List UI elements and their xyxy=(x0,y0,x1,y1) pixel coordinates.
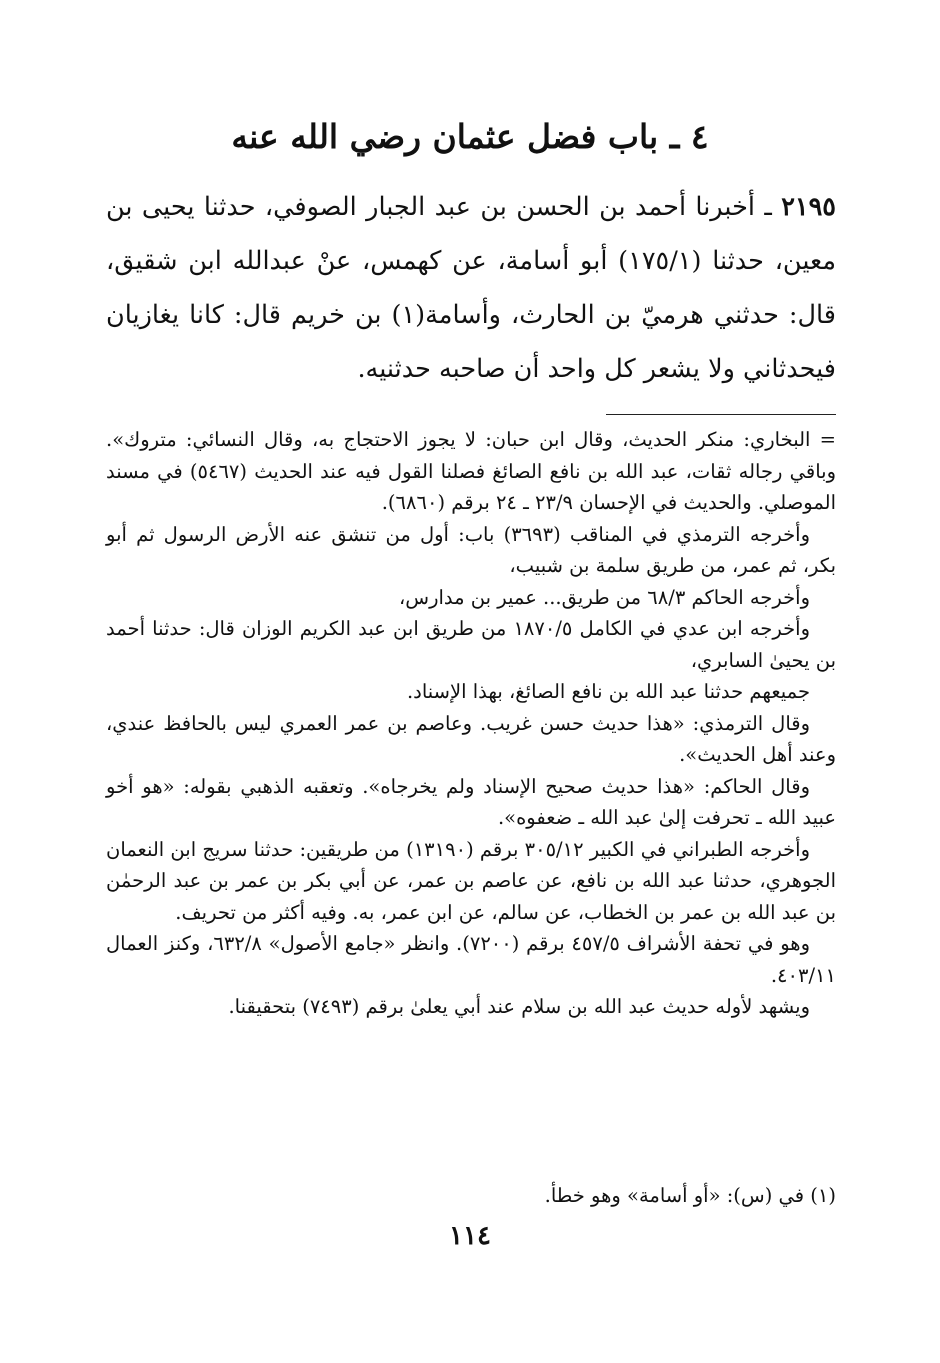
hadith-number: ٢١٩٥ xyxy=(781,192,836,222)
hadith-text: ـ أخبرنا أحمد بن الحسن بن عبد الجبار الصوفي، حدثنا يحيى بن معين، حدثنا (١٧٥/١) أبو أسامة، عن كهمس، عنْ عبدالله ابن شقيق، قال: حدثني هرميّ بن الحارث، وأسامة(١) بن خريم قال: كانا يغازيان فيحدثاني ولا يشعر كل واحد أن صاحبه حدثنيه. xyxy=(106,192,836,384)
note-line: وأخرجه الحاكم ٦٨/٣ من طريق... عمير بن مدارس، xyxy=(399,585,810,609)
hadith-text-block xyxy=(106,180,836,396)
note-line: جميعهم حدثنا عبد الله بن نافع الصائغ، بهذا الإسناد. xyxy=(406,680,810,703)
note-line: = البخاري: منكر الحديث، وقال ابن حبان: لا يجوز الاحتجاج به، وقال النسائي: متروك». وباقي رجاله ثقات، عبد الله بن نافع الصائغ فصلنا القول فيه عند الحديث (٥٤٦٧) في مسند الموصلي. والحديث في الإحسان ٢٣/٩ ـ ٢٤ برقم (٦٨٦٠). xyxy=(106,428,836,514)
note-line: وأخرجه الطبراني في الكبير ٣٠٥/١٢ برقم (١٣١٩٠) من طريقين: حدثنا سريج ابن النعمان الجوهري، حدثنا عبد الله بن نافع، عن عاصم بن عمر، عن أبي بكر بن عمر بن عبد الرحمٰن بن عبد الله بن عمر بن الخطاب، عن سالم، عن ابن عمر، به. وفيه أكثر من تحريف. xyxy=(106,837,836,924)
page-number: ١١٤ xyxy=(449,1221,491,1251)
note-line: وقال الترمذي: «هذا حديث حسن غريب. وعاصم بن عمر العمري ليس بالحافظ عندي، وعند أهل الحديث». xyxy=(106,711,836,766)
note-line: وهو في تحفة الأشراف ٤٥٧/٥ برقم (٧٢٠٠). وانظر «جامع الأصول» ٦٣٢/٨، وكنز العمال ٤٠٣/١١. xyxy=(106,932,836,987)
footnote: (١) في (س): «أو أسامة» وهو خطأ. xyxy=(544,1184,836,1207)
footnote-separator xyxy=(606,414,836,415)
chapter-heading: ٤ ـ باب فضل عثمان رضي الله عنه xyxy=(231,117,709,156)
note-line: وأخرجه ابن عدي في الكامل ١٨٧٠/٥ من طريق ابن عبد الكريم الوزان قال: حدثنا أحمد بن يحيىٰ السابري، xyxy=(106,617,836,672)
notes-block xyxy=(106,424,836,1023)
note-line: وقال الحاكم: «هذا حديث صحيح الإسناد ولم يخرجاه». وتعقبه الذهبي بقوله: «هو أخو عبيد الله ـ تحرفت إلىٰ عبد الله ـ ضعفوه». xyxy=(106,774,836,829)
note-line: ويشهد لأوله حديث عبد الله بن سلام عند أبي يعلىٰ برقم (٧٤٩٣) بتحقيقنا. xyxy=(228,995,810,1018)
note-line: وأخرجه الترمذي في المناقب (٣٦٩٣) باب: أول من تنشق عنه الأرض الرسول ثم أبو بكر، ثم عمر، من طريق سلمة بن شبيب، xyxy=(106,522,836,577)
